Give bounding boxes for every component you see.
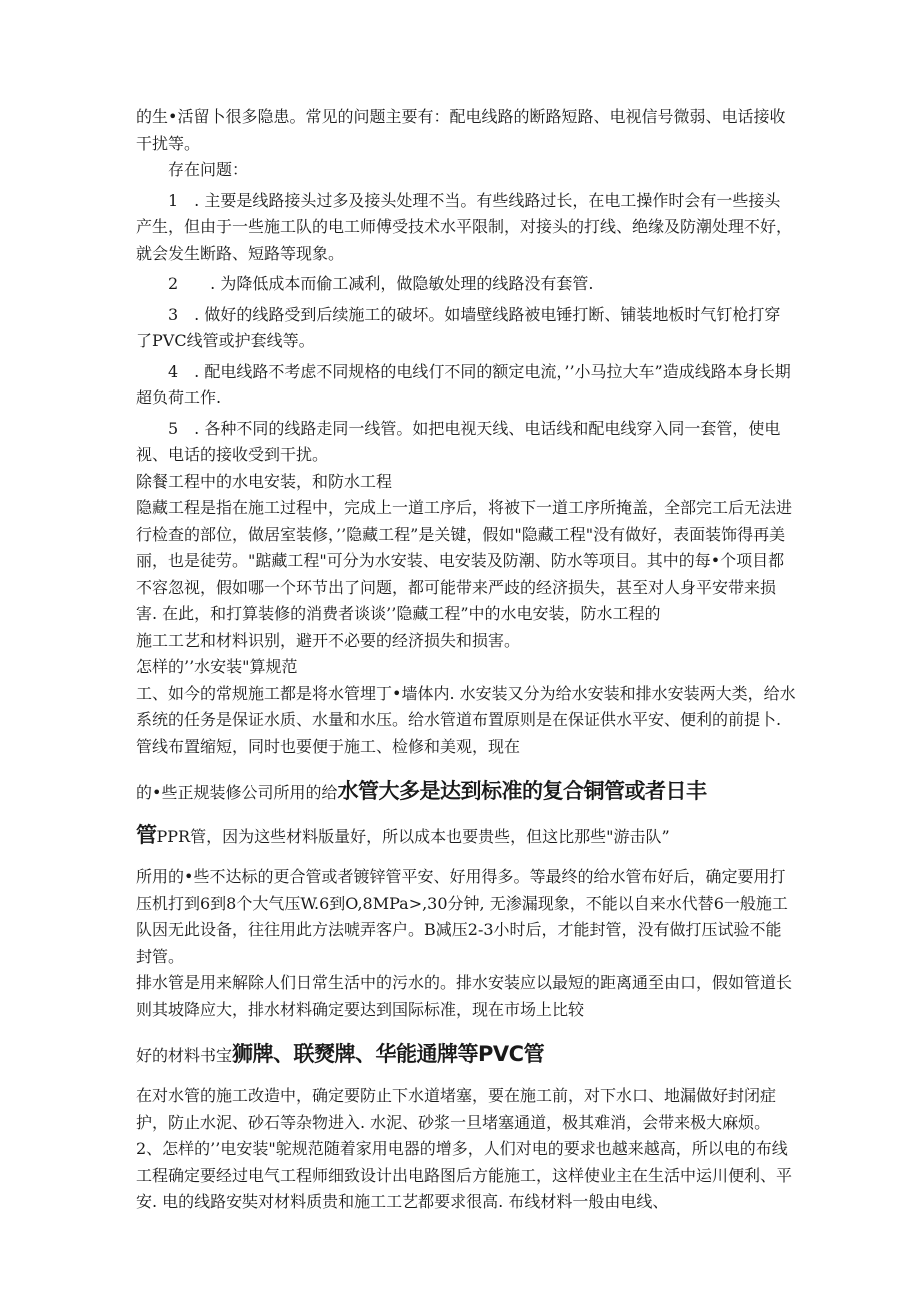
paragraph-water-install: 工、如今的常规施工都是将水管埋丁•墙体内. 水安装又分为给水安装和排水安装两大类，给水系统的任务是保证水质、水量和水压。给水管道布置原则是在保证供水平安、便利的前提卜. 管线布置缩短，同时也要便于施工、检修和美观，现在 — [136, 683, 796, 756]
paragraph-electrical: 2、怎样的’’电安装"鸵规范随着家用电器的增多，人们对电的要求也越来越高，所以电的布线工程确定要经过电气工程师细致设计出电路图后方能施工，这样使业主在生活中运川便利、平安. 电的线路安奘对材料质贵和施工工艺都要求很高. 布线材料一般由电线、 — [136, 1139, 793, 1211]
paragraph-materials: 施工工艺和材料识别，避开不必要的经济损失和损害。 — [136, 630, 521, 650]
mixed-line-3 — [136, 1039, 796, 1071]
list-item-2: 2 . 为降低成本而偷工减利，做隐敏处理的线路没有套管. — [168, 274, 594, 293]
mixed-line-2-big: 管 — [136, 823, 157, 847]
mixed-line-2-small: PPR管，因为这些材料版量好，所以成本也要贵些，但这比那些"游击队” — [156, 827, 670, 846]
mixed-line-1-big: 水管大多是达到标准的复合铜管或者日丰 — [337, 779, 707, 803]
mixed-line-1 — [136, 776, 796, 808]
paragraph-intro: 的生•活留卜很多隐患。常见的问题主要有：配电线路的断路短路、电视信号微弱、电话接收干扰等。 — [136, 107, 786, 153]
list-item-4: 4 . 配电线路不考虑不同规格的电线仃不同的额定电流，’’小马拉大车”造成线路本身长期超负荷工作. — [136, 361, 791, 407]
paragraph-pipe-construction: 在对水管的施工改造中，确定要防止下水道堵塞，要在施工前，对下水口、地漏做好封闭症护，防止水泥、砂石等杂物进入. 水泥、砂浆一旦堵塞通道，极其难消，会带来极大麻烦。 — [136, 1086, 777, 1132]
paragraph-hidden-works: 隐藏工程是指在施工过程中，完成上一道工序后，将被下一道工序所掩盖，全部完工后无法进行检查的部位，做居室装修，’’隐藏工程”是关键，假如"隐藏工程"没有做好，表面装饰得再美丽，也是徒劳。"踮藏工程"可分为水安装、电安装及防潮、防水等项目。其中的每•个项目都不容忽视，假如哪一个环节出了问题，都可能带来严歧的经济损失，甚至对人身平安带来损害. 在此，和打算装修的消费者谈谈’’隐藏工程”中的水电安装，防水工程的 — [136, 498, 793, 623]
mixed-line-3-big: 狮牌、联燹牌、华能通牌等PVC管 — [232, 1042, 545, 1066]
list-item-1: 1 . 主要是线路接头过多及接头处理不当。有些线路过长，在电工操作时会有一些接头产生，但由于一些施工队的电工师傅受技术水平限制，对接头的打线、绝缘及防潮处理不好，就会发生断路、短路等现象。 — [136, 190, 793, 263]
paragraph-pressure-test: 所用的•些不达标的更合管或者镀锌管平安、好用得多。等最终的给水管布好后，确定要用打压机打到6到8个大气压W.6到O,8MPa>,30分钟, 无渗漏现象，不能以自来水代替6一般施工队因无此设备，往往用此方法唬弄客户。B减压2-3小时后，才能封管，没有做打压试验不能封管。 — [136, 867, 788, 966]
mixed-line-1-small: 的•些正规装修公司所用的给 — [136, 783, 338, 802]
section-heading-water: 怎样的’’水安装"算规范 — [136, 657, 298, 676]
section-label-problems: 存在问题： — [168, 160, 249, 179]
mixed-line-2 — [136, 820, 796, 852]
list-item-5: 5 . 各种不同的线路走同一线管。如把电视天线、电话线和配电线穿入同一套管，使电视、电话的接收受到干扰。 — [136, 418, 781, 464]
list-item-3: 3 . 做好的线路受到后续施工的破坏。如墙壁线路被电锤打断、铺装地板时气钉枪打穿了PVC线管或护套线等。 — [136, 304, 781, 350]
paragraph-drainage: 排水管是用来解除人们日常生活中的污水的。排水安装应以最短的距离通至由口，假如管道长则其坡降应大，排水材料确定要达到国际标准，现在市场上比较 — [136, 973, 793, 1019]
section-heading-hidden-works: 除餐工程中的水电安装，和防水工程 — [136, 471, 393, 491]
document-page — [136, 104, 796, 1216]
mixed-line-3-small: 好的材料书宝 — [136, 1046, 233, 1065]
